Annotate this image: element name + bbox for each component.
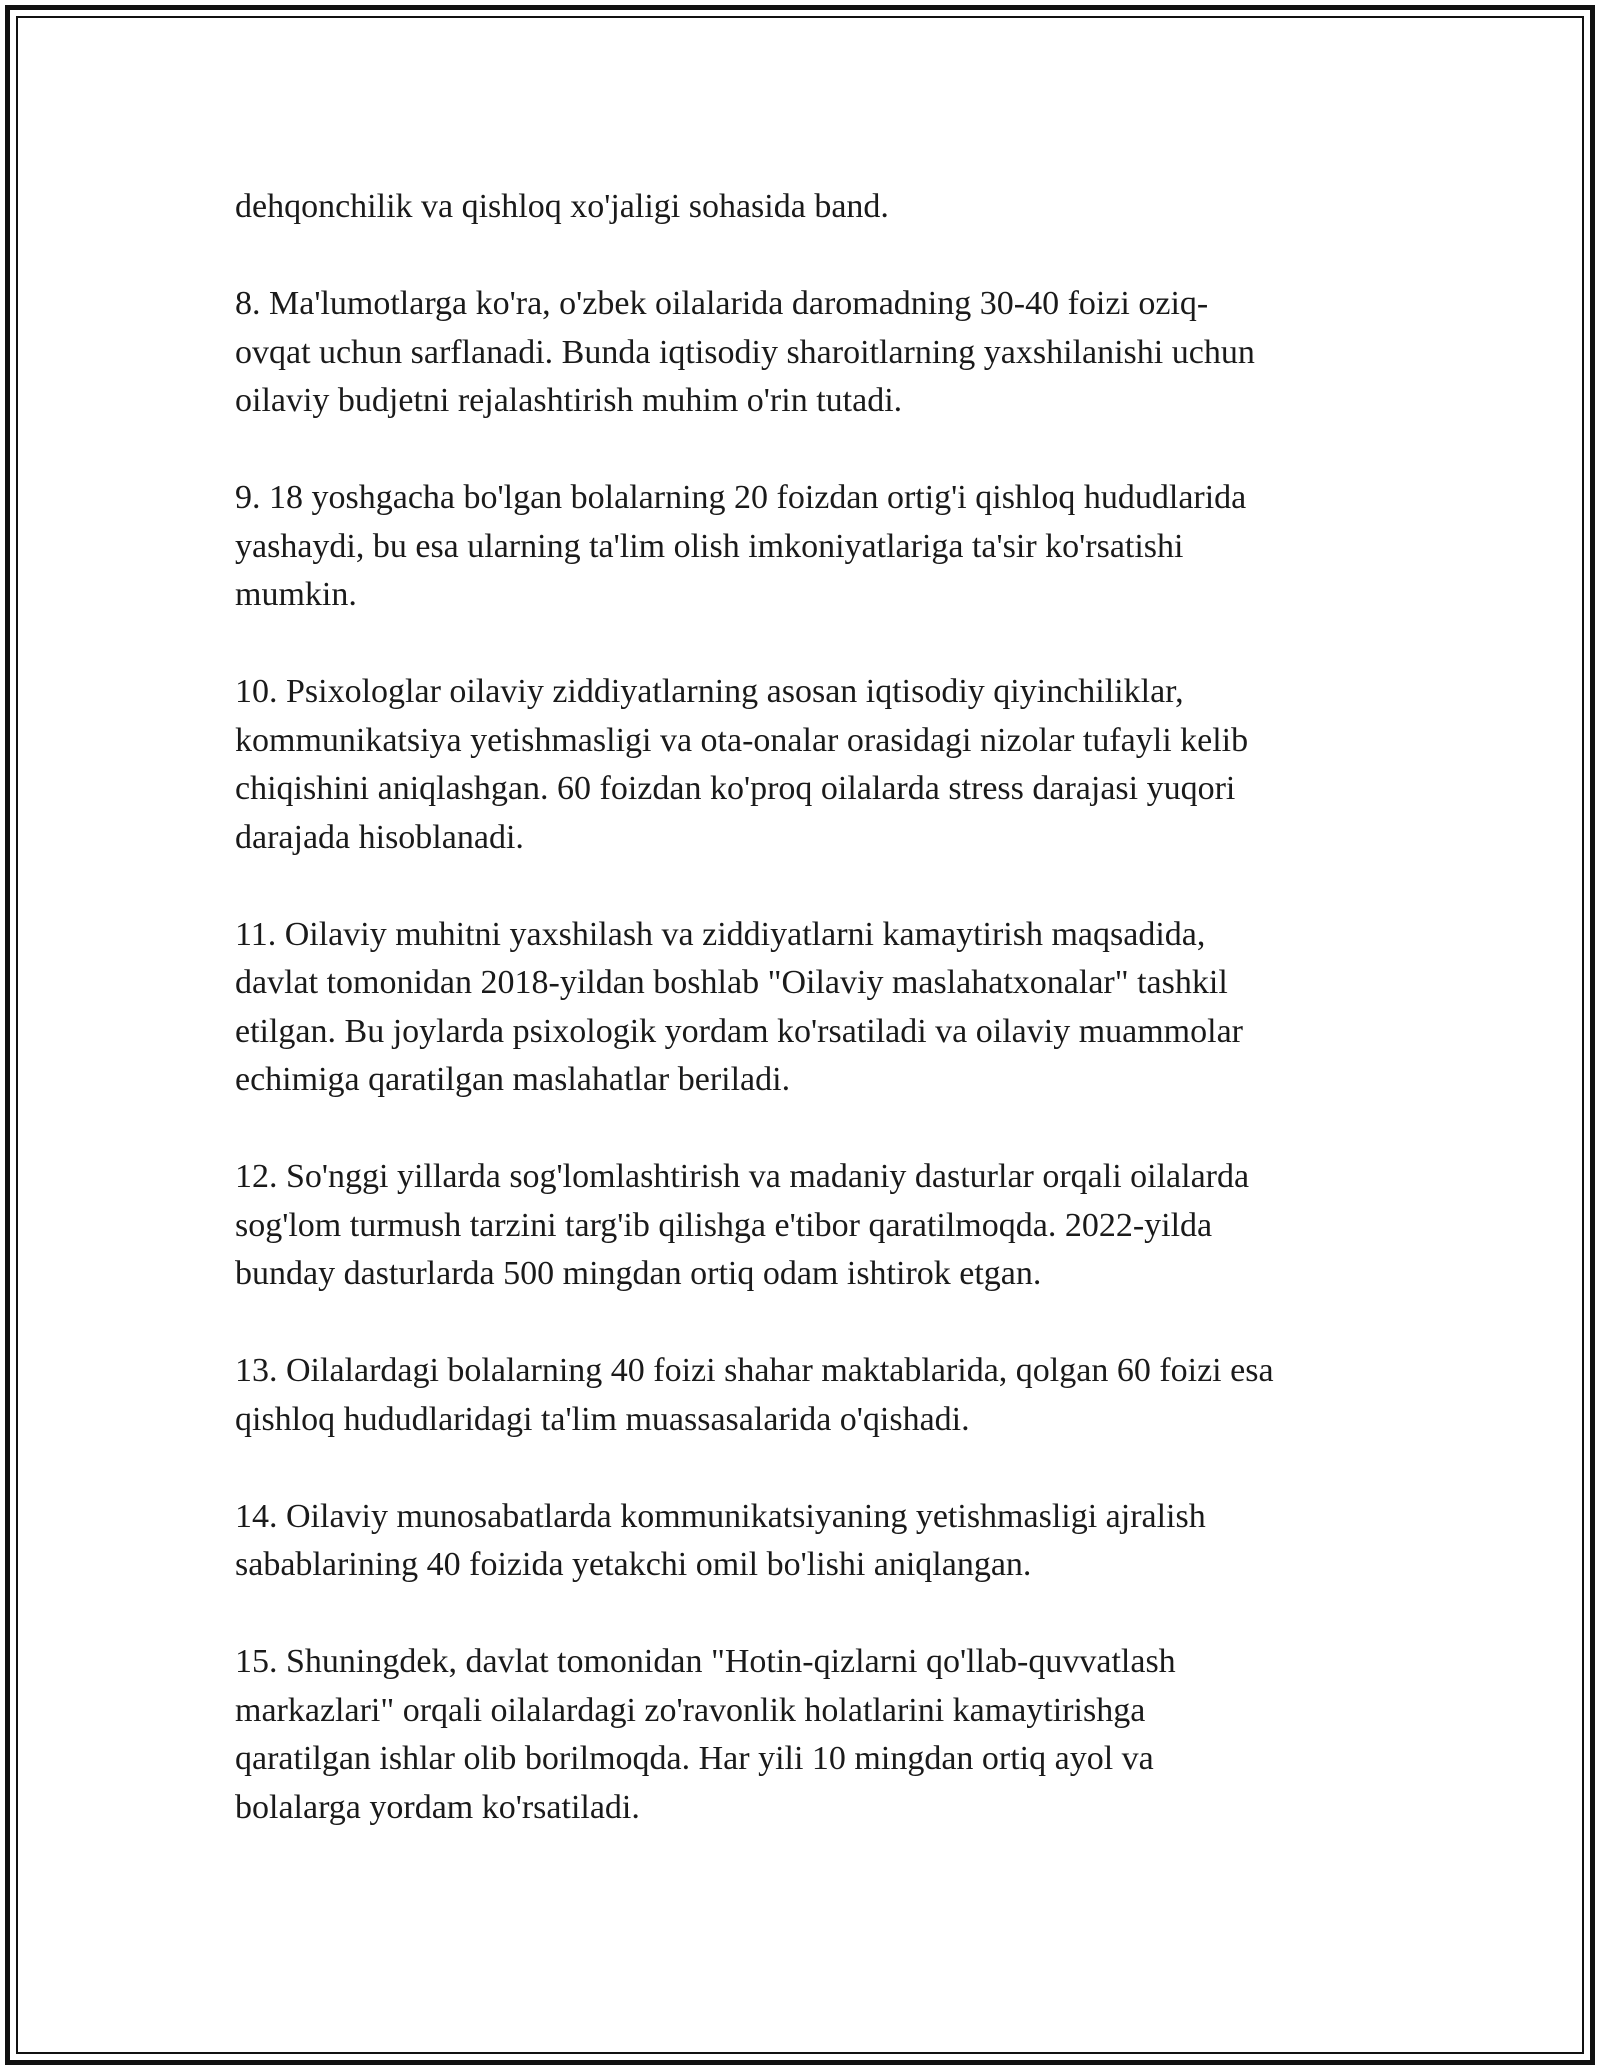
- paragraph-item-12: 12. So'nggi yillarda sog'lomlashtirish va madaniy dasturlar orqali oilalarda sog'lom turmush tarzini targ'ib qilishga e'tibor qaratilmoqda. 2022-yilda bunday dasturlarda 500 mingdan ortiq odam ishtirok etgan.: [235, 1158, 1250, 1292]
- paragraph-item-10: 10. Psixologlar oilaviy ziddiyatlarning asosan iqtisodiy qiyinchiliklar, kommunikatsiya yetishmasligi va ota-onalar orasidagi nizolar tufayli kelib chiqishini aniqlashgan. 60 foizdan ko'proq oilalarda stress darajasi yuqori darajada hisoblanadi.: [235, 673, 1249, 856]
- paragraph-continuation: dehqonchilik va qishloq xo'jaligi sohasida band.: [235, 188, 889, 225]
- paragraph-item-14: 14. Oilaviy munosabatlarda kommunikatsiyaning yetishmasligi ajralish sabablarining 40 foizida yetakchi omil bo'lishi aniqlangan.: [235, 1497, 1206, 1583]
- paragraph-item-11: 11. Oilaviy muhitni yaxshilash va ziddiyatlarni kamaytirish maqsadida, davlat tomonidan 2018-yildan boshlab "Oilaviy maslahatxonalar" tashkil etilgan. Bu joylarda psixologik yordam ko'rsatiladi va oilaviy muammolar echimiga qaratilgan maslahatlar beriladi.: [235, 915, 1243, 1098]
- paragraph-item-9: 9. 18 yoshgacha bo'lgan bolalarning 20 foizdan ortig'i qishloq hududlarida yashaydi, bu esa ularning ta'lim olish imkoniyatlariga ta'sir ko'rsatishi mumkin.: [235, 479, 1247, 613]
- paragraph-item-8: 8. Ma'lumotlarga ko'ra, o'zbek oilalarida daromadning 30-40 foizi oziq- ovqat uchun sarflanadi. Bunda iqtisodiy sharoitlarning yaxshilanishi uchun oilaviy budjetni rejalashtirish muhim o'rin tutadi.: [235, 285, 1255, 419]
- paragraph-item-13: 13. Oilalardagi bolalarning 40 foizi shahar maktablarida, qolgan 60 foizi esa qishloq hududlaridagi ta'lim muassasalarida o'qishadi.: [235, 1352, 1274, 1438]
- paragraph-item-15: 15. Shuningdek, davlat tomonidan "Hotin-qizlarni qo'llab-quvvatlash markazlari" orqali oilalardagi zo'ravonlik holatlarini kamaytirishga qaratilgan ishlar olib borilmoqda. Har yili 10 mingdan ortiq ayol va bolalarga yordam ko'rsatiladi.: [235, 1643, 1176, 1826]
- document-body: [235, 183, 1385, 1832]
